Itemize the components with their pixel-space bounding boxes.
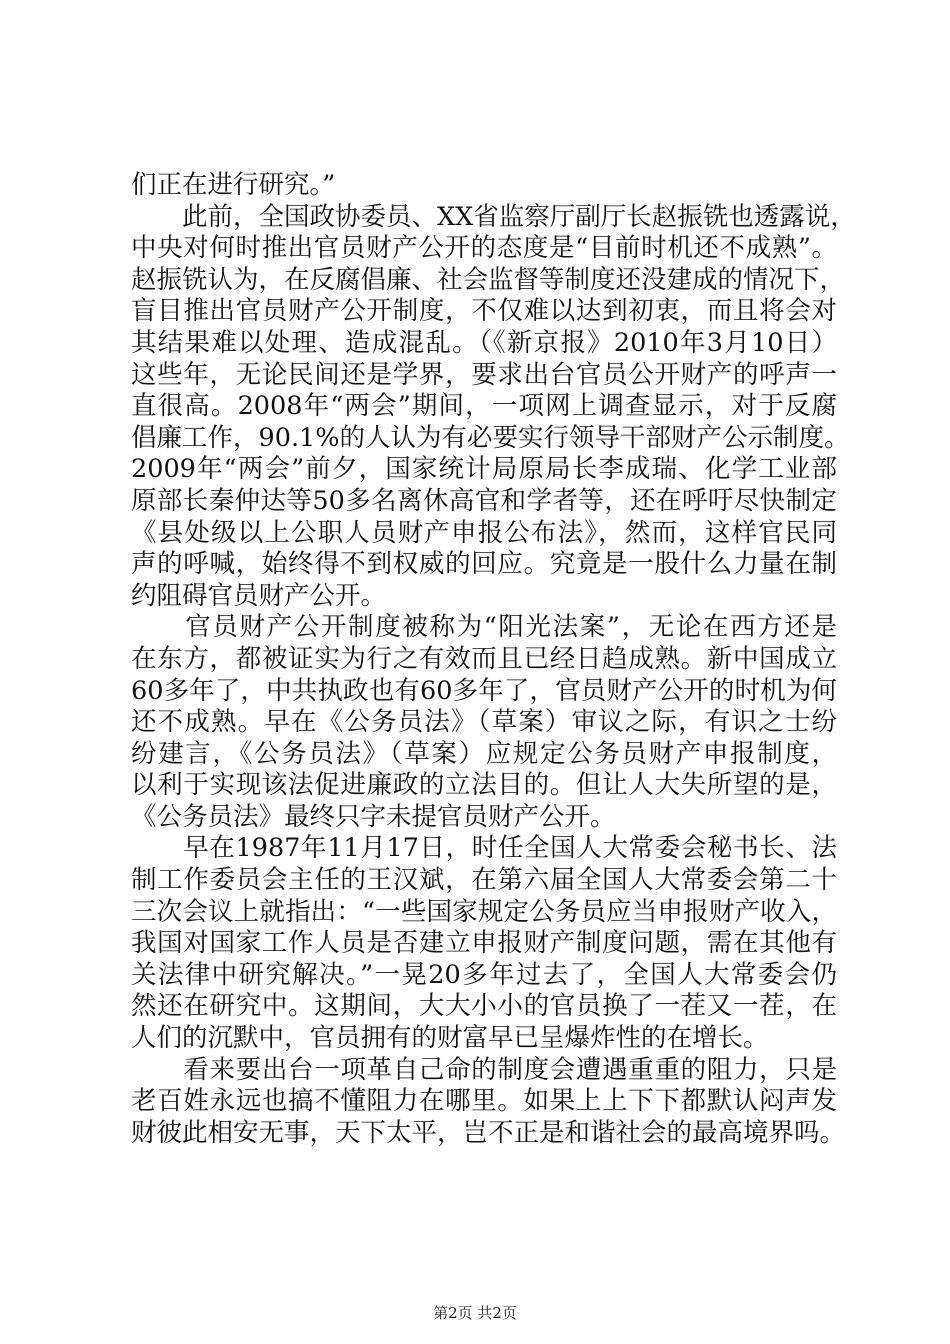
text-line: 声的呼喊，始终得不到权威的回应。究竟是一股什么力量在制	[131, 549, 837, 580]
text-line: 看来要出台一项革自己命的制度会遭遇重重的阻力，只是	[131, 1054, 837, 1085]
text-line: 早在1987年11月17日，时任全国人大常委会秘书长、法	[131, 833, 837, 864]
text-line: 中央对何时推出官员财产公开的态度是“目前时机还不成熟”。	[131, 233, 837, 264]
text-line: 关法律中研究解决。”一晃20多年过去了，全国人大常委会仍	[131, 959, 837, 990]
text-line: 《县处级以上公职人员财产申报公布法》，然而，这样官民同	[131, 517, 837, 548]
text-line: 赵振铣认为，在反腐倡廉、社会监督等制度还没建成的情况下，	[131, 264, 846, 295]
text-line: 人们的沉默中，官员拥有的财富早已呈爆炸性的在增长。	[131, 1023, 769, 1054]
text-line: 纷建言，《公务员法》（草案）应规定公务员财产申报制度，	[131, 738, 837, 769]
page-footer: 第2页 共2页	[433, 1304, 517, 1322]
text-line: 官员财产公开制度被称为“阳光法案”，无论在西方还是	[131, 612, 837, 643]
text-line: 然还在研究中。这期间，大大小小的官员换了一茬又一茬，在	[131, 991, 837, 1022]
text-line: 《公务员法》最终只字未提官员财产公开。	[131, 801, 616, 832]
text-line: 原部长秦仲达等50多名离休高官和学者等，还在呼吁尽快制定	[131, 485, 837, 516]
text-line: 60多年了，中共执政也有60多年了，官员财产公开的时机为何	[131, 675, 837, 706]
text-line: 2009年“两会”前夕，国家统计局原局长李成瑞、化学工业部	[131, 454, 837, 485]
text-line: 其结果难以处理、造成混乱。（《新京报》2010年3月10日）	[131, 327, 837, 358]
text-line: 约阻碍官员财产公开。	[131, 580, 387, 611]
text-line: 们正在进行研究。”	[131, 170, 336, 200]
text-line: 制工作委员会主任的王汉斌，在第六届全国人大常委会第二十	[131, 865, 837, 896]
text-line: 盲目推出官员财产公开制度，不仅难以达到初衷，而且将会对	[131, 296, 837, 327]
text-line: 还不成熟。早在《公务员法》（草案）审议之际，有识之士纷	[131, 707, 837, 738]
text-line: 这些年，无论民间还是学界，要求出台官员公开财产的呼声一	[131, 359, 837, 390]
text-line: 在东方，都被证实为行之有效而且已经日趋成熟。新中国成立	[131, 643, 837, 674]
text-line: 财彼此相安无事，天下太平，岂不正是和谐社会的最高境界吗。	[131, 1117, 846, 1148]
text-line: 三次会议上就指出：“一些国家规定公务员应当申报财产收入，	[131, 896, 837, 927]
text-line: 倡廉工作，90.1%的人认为有必要实行领导干部财产公示制度。	[131, 422, 850, 453]
text-line: 以利于实现该法促进廉政的立法目的。但让人大失所望的是，	[131, 770, 837, 801]
document-body	[131, 170, 856, 1149]
text-line: 老百姓永远也搞不懂阻力在哪里。如果上上下下都默认闷声发	[131, 1086, 837, 1117]
text-line: 此前，全国政协委员、XX省监察厅副厅长赵振铣也透露说，	[131, 201, 856, 232]
text-line: 我国对国家工作人员是否建立申报财产制度问题，需在其他有	[131, 928, 837, 959]
text-line: 直很高。2008年“两会”期间，一项网上调查显示，对于反腐	[131, 391, 837, 422]
